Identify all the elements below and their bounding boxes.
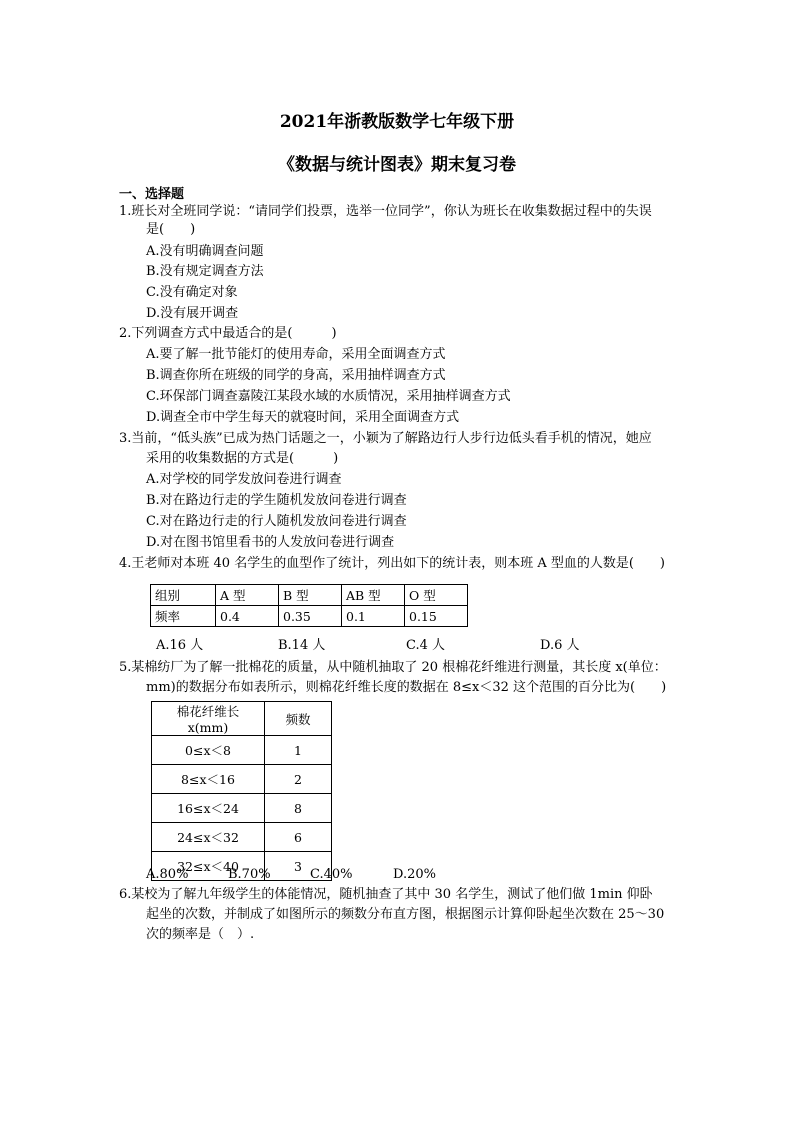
question-2-option-a: A.要了解一批节能灯的使用寿命，采用全面调查方式 <box>146 347 446 362</box>
table-header-cell: 棉花纤维长 x(mm) <box>152 702 265 736</box>
question-6-text: 6.某校为了解九年级学生的体能情况，随机抽查了其中 30 名学生，测试了他们做 1min 仰卧 <box>119 887 653 902</box>
table-row <box>152 765 332 794</box>
table-cell: 1 <box>265 736 332 765</box>
document-title: 2021年浙教版数学七年级下册 <box>279 112 515 132</box>
table-header-row <box>152 702 332 736</box>
table-row <box>151 606 468 627</box>
table-cell: 0.15 <box>405 606 468 627</box>
question-1-option-c: C.没有确定对象 <box>146 285 238 300</box>
table-cell: 组别 <box>151 585 216 606</box>
table-cell: 32≤x＜40 <box>152 852 265 881</box>
question-2-option-b: B.调查你所在班级的同学的身高，采用抽样调查方式 <box>146 368 446 383</box>
question-1-option-b: B.没有规定调查方法 <box>146 264 264 279</box>
document-subtitle: 《数据与统计图表》期末复习卷 <box>278 155 516 175</box>
table-cell: 0.4 <box>216 606 279 627</box>
table-cell: 频率 <box>151 606 216 627</box>
table-cell: 16≤x＜24 <box>152 794 265 823</box>
question-3-text: 3.当前，“低头族”已成为热门话题之一，小颖为了解路边行人步行边低头看手机的情况，她应 <box>119 431 652 446</box>
table-cell: O 型 <box>405 585 468 606</box>
question-5-option-a: A.80% <box>146 867 189 882</box>
question-3-option-c: C.对在路边行走的行人随机发放问卷进行调查 <box>146 514 407 529</box>
question-5-text: 5.某棉纺厂为了解一批棉花的质量，从中随机抽取了 20 根棉花纤维进行测量，其长度 x(单位： <box>119 660 667 675</box>
question-6-text-cont-2: 次的频率是（ ）. <box>146 927 255 942</box>
table-cell: 8≤x＜16 <box>152 765 265 794</box>
question-5-option-c: C.40% <box>310 867 353 882</box>
table-cell: 0.1 <box>342 606 405 627</box>
question-3-option-d: D.对在图书馆里看书的人发放问卷进行调查 <box>146 535 395 550</box>
question-5-option-d: D.20% <box>393 867 436 882</box>
question-1-option-d: D.没有展开调查 <box>146 306 239 321</box>
question-4-option-b: B.14 人 <box>278 638 326 653</box>
table-cell: 8 <box>265 794 332 823</box>
question-5-option-b: B.70% <box>228 867 271 882</box>
table-cell: B 型 <box>279 585 342 606</box>
table-cell: 0.35 <box>279 606 342 627</box>
question-2-text: 2.下列调查方式中最适合的是( ) <box>119 326 337 341</box>
table-row <box>152 794 332 823</box>
question-1-text-cont: 是( ) <box>146 222 196 237</box>
table-cell: AB 型 <box>342 585 405 606</box>
question-5-text-cont: mm)的数据分布如表所示，则棉花纤维长度的数据在 8≤x＜32 这个范围的百分比为( ) <box>146 680 667 695</box>
question-4-option-d: D.6 人 <box>540 638 580 653</box>
table-row <box>152 823 332 852</box>
table-header-cell: 频数 <box>265 702 332 736</box>
table-cell: A 型 <box>216 585 279 606</box>
question-4-option-c: C.4 人 <box>406 638 446 653</box>
question-1-option-a: A.没有明确调查问题 <box>146 244 264 259</box>
question-2-option-c: C.环保部门调查嘉陵江某段水域的水质情况，采用抽样调查方式 <box>146 389 511 404</box>
question-3-text-cont: 采用的收集数据的方式是( ) <box>146 451 339 466</box>
question-6-text-cont: 起坐的次数，并制成了如图所示的频数分布直方图，根据图示计算仰卧起坐次数在 25～30 <box>146 907 665 922</box>
table-cell: 24≤x＜32 <box>152 823 265 852</box>
table-cell: 2 <box>265 765 332 794</box>
question-4-option-a: A.16 人 <box>156 638 204 653</box>
section-heading: 一、选择题 <box>119 187 185 202</box>
table-cell: 0≤x＜8 <box>152 736 265 765</box>
table-cell: 6 <box>265 823 332 852</box>
table-cell: 3 <box>265 852 332 881</box>
question-2-option-d: D.调查全市中学生每天的就寝时间，采用全面调查方式 <box>146 410 460 425</box>
table-row <box>151 585 468 606</box>
question-1-text: 1.班长对全班同学说：“请同学们投票，选举一位同学”，你认为班长在收集数据过程中的失误 <box>119 204 652 219</box>
question-3-option-a: A.对学校的同学发放问卷进行调查 <box>146 472 342 487</box>
fiber-length-table <box>151 701 332 881</box>
question-4-text: 4.王老师对本班 40 名学生的血型作了统计，列出如下的统计表，则本班 A 型血的人数是( ) <box>119 556 666 571</box>
question-3-option-b: B.对在路边行走的学生随机发放问卷进行调查 <box>146 493 407 508</box>
table-row <box>152 736 332 765</box>
blood-type-table <box>150 584 468 627</box>
